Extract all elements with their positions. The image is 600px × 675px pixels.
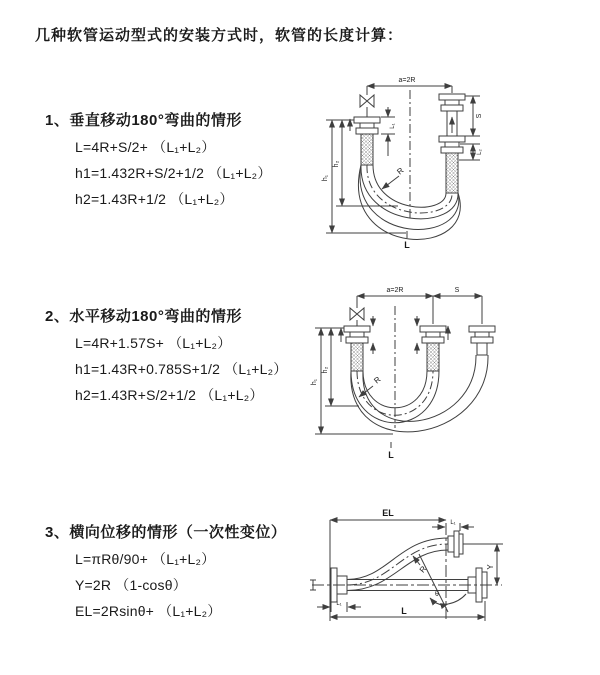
dim-stroke-label: S — [454, 287, 460, 294]
formula-line: h2=1.43R+1/2 （L₁+L₂） — [75, 191, 234, 207]
bend-radius-label: R — [395, 165, 406, 177]
dim-el-label: EL — [382, 508, 394, 518]
dim-h2-label: h₂ — [322, 366, 329, 374]
vertical-180-bend-diagram — [310, 68, 600, 258]
formula-line: h2=1.43R+S/2+1/2 （L₁+L₂） — [75, 387, 264, 403]
section-horizontal-movement — [45, 308, 288, 404]
dim-fitting-left-label: L₁ — [336, 601, 342, 607]
section-1-heading: 1、垂直移动180°弯曲的情形 — [45, 112, 242, 129]
hose-length-label: L — [401, 606, 407, 616]
formula-line: Y=2R （1-cosθ） — [75, 577, 187, 593]
formula-line: L=4R+S/2+ （L₁+L₂） — [75, 139, 216, 155]
lateral-displacement-diagram — [300, 505, 600, 645]
dim-stroke-label: S — [476, 113, 483, 119]
dim-h2-label: h₂ — [333, 160, 340, 168]
dim-h1-label: h₁ — [311, 378, 318, 386]
formula-line: EL=2Rsinθ+ （L₁+L₂） — [75, 603, 222, 619]
section-2-heading: 2、水平移动180°弯曲的情形 — [45, 308, 242, 325]
formula-line: L=πRθ/90+ （L₁+L₂） — [75, 551, 216, 567]
formula-line: h1=1.432R+S/2+1/2 （L₁+L₂） — [75, 165, 272, 181]
dim-fitting-left-label: L₁ — [390, 123, 396, 129]
section-lateral-displacement — [45, 524, 286, 620]
dim-fitting-right-label: L₁ — [450, 520, 456, 526]
page-title: 几种软管运动型式的安装方式时，软管的长度计算： — [35, 27, 404, 44]
formula-line: L=4R+1.57S+ （L₁+L₂） — [75, 335, 232, 351]
valve-icon — [350, 308, 364, 320]
angle-theta-label: θ — [435, 591, 439, 598]
section-3-heading: 3、横向位移的情形（一次性变位） — [45, 524, 287, 541]
dim-span-label: a=2R — [386, 287, 404, 294]
d3-labels — [336, 508, 495, 616]
section-vertical-movement — [45, 112, 272, 208]
formula-line: h1=1.43R+0.785S+1/2 （L₁+L₂） — [75, 361, 288, 377]
hose-length-label: L — [388, 450, 394, 460]
dim-fitting-right-label: L₂ — [477, 149, 483, 155]
bend-radius-label: R — [372, 374, 383, 386]
hose-length-label: L — [404, 240, 410, 250]
dim-offset-label: Y — [486, 564, 495, 570]
d1-linework — [326, 86, 480, 239]
valve-icon — [360, 95, 374, 107]
dim-span-label: a=2R — [398, 77, 416, 84]
bend-radius-label: R — [417, 564, 429, 575]
horizontal-180-bend-diagram — [305, 282, 600, 462]
d2-linework — [315, 296, 495, 448]
dim-h1-label: h₁ — [322, 174, 329, 182]
